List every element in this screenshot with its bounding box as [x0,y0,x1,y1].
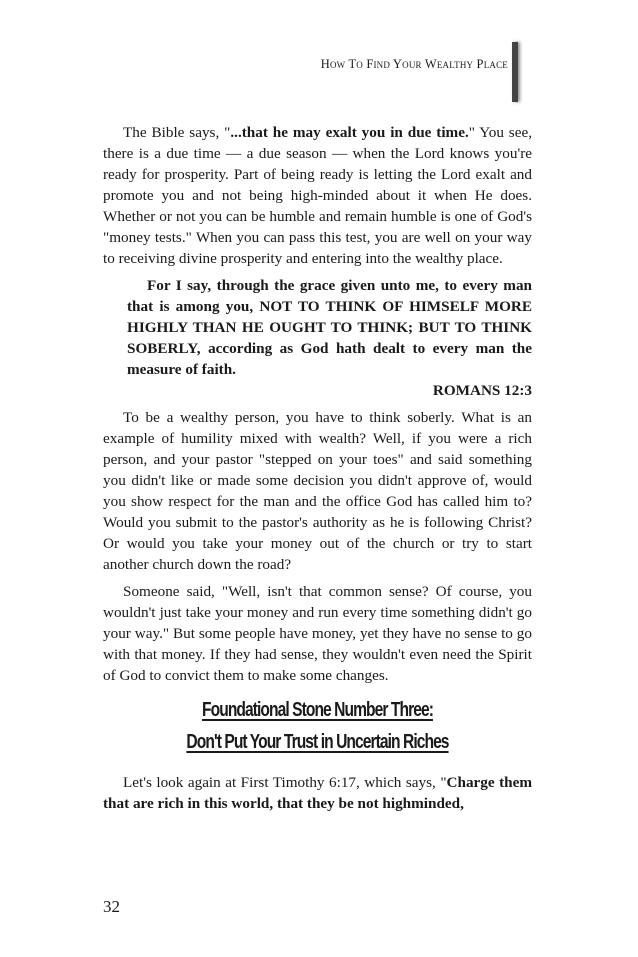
para4-scripture: Charge them that are rich in this world, that they be not highminded, [103,774,532,812]
paragraph-1 [103,122,532,269]
heading-line-2: Don't Put Your Trust in Uncertain Riches [186,731,449,753]
para1-rest: " You see, there is a due time — a due season — when the Lord knows you're ready for prosperity. Part of being ready is letting the Lord exalt and promote you and not being high-minded about it when He does. Whether or not you can be humble and remain humble is one of God's "money tests." When you can pass this test, you are well on your way to receiving divine prosperity and entering into the wealthy place. [103,124,532,267]
heading-line-1: Foundational Stone Number Three: [202,699,433,721]
scripture-quote [127,275,532,401]
section-heading [150,694,485,758]
quote-reference: ROMANS 12:3 [432,382,532,399]
header-bar-decoration [512,42,518,102]
page-number: 32 [103,897,120,916]
running-head-title: How To Find Your Wealthy Place [320,57,508,71]
paragraph-4 [103,772,532,814]
quote-text: For I say, through the grace given unto me, to every man that is among you, NOT TO THINK OF HIMSELF MORE HIGHLY THAN HE OUGHT TO THINK; BUT TO THINK SOBERLY, according as God hath dealt to every man the measure of faith. [127,277,532,378]
paragraph-3: Someone said, "Well, isn't that common sense? Of course, you wouldn't just take your money and run every time something didn't go your way." But some people have money, yet they have no sense to go with that money. If they had sense, they wouldn't even need the Spirit of God to convict them to make some changes. [103,583,532,684]
page-body [103,122,532,820]
para1-start: The Bible says, " [123,124,231,141]
paragraph-2: To be a wealthy person, you have to think soberly. What is an example of humility mixed with wealth? Well, if you were a rich person, and your pastor "stepped on your toes" and said something you didn't like or made some decision you didn't approve of, would you show respect for the man and the office God has called him to? Would you submit to the pastor's authority as he is following Christ? Or would you take your money out of the church or try to start another church down the road? [103,409,532,573]
para4-start: Let's look again at First Timothy 6:17, which says, " [123,774,447,791]
para1-scripture: ...that he may exalt you in due time. [230,124,469,141]
